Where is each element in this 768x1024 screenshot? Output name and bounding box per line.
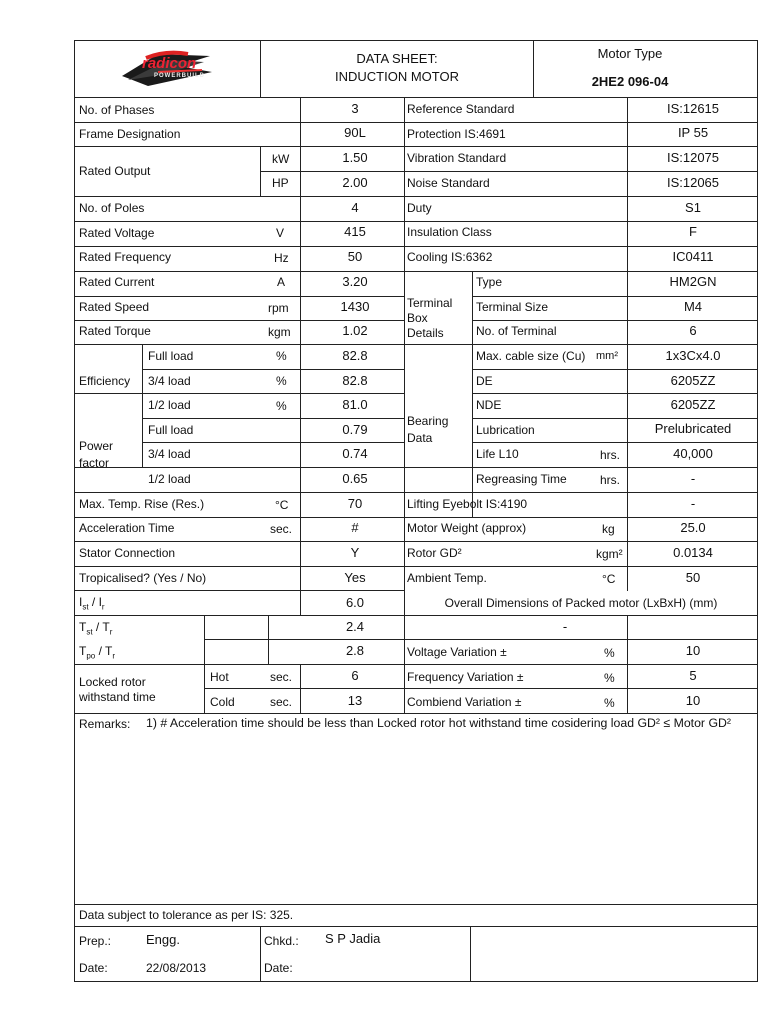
bearing-label: Bearing [407,414,449,428]
dimensions-label: Overall Dimensions of Packed motor (LxBxH) (mm) [444,596,718,610]
power-factor-load: Full load [148,423,194,437]
temp-rise-label: Max. Temp. Rise (Res.) [79,497,205,511]
accel-unit: sec. [270,522,293,536]
lubrication-value: Prelubricated [654,421,732,436]
power-factor-label: Power [79,439,114,453]
efficiency-load: 3/4 load [148,374,191,388]
torque-label: Rated Torque [79,324,151,338]
power-factor-load: 3/4 load [148,447,191,461]
tolerance-note: Data subject to tolerance as per IS: 325. [79,908,294,922]
efficiency-value: 82.8 [342,348,368,363]
frequency-value: 50 [347,249,363,264]
tropical-label: Tropicalised? (Yes / No) [79,571,207,585]
accel-value: # [351,520,359,535]
stator-label: Stator Connection [79,546,176,560]
frequency-variation-label: Frequency Variation ± [407,670,524,684]
locked-rotor-label: withstand time [79,690,156,704]
ref-std-value: IS:12615 [666,101,720,116]
dimensions-value: - [562,619,568,634]
lubrication-label: Lubrication [476,423,535,437]
efficiency-load: Full load [148,349,194,363]
output-label: Rated Output [79,164,151,178]
frame-label: Frame Designation [79,127,181,141]
power-factor-value: 0.65 [342,471,368,486]
accel-label: Acceleration Time [79,521,175,535]
speed-unit: rpm [268,301,289,315]
frequency-variation-value: 5 [689,668,697,683]
terminal-box-label: Details [407,326,444,340]
duty-label: Duty [407,201,432,215]
rotor-gd-unit: kgm² [596,547,623,561]
life-l10-unit: hrs. [600,448,621,462]
life-l10-label: Life L10 [476,447,519,461]
terminal-count-label: No. of Terminal [476,324,557,338]
bearing-nde-value: 6205ZZ [670,397,716,412]
ist-ir-label: $I_{st} / I_r$ [79,595,105,612]
frame-value: 90L [344,125,366,140]
eyebolt-label: Lifting Eyebolt IS:4190 [407,497,528,511]
bearing-label: Data [407,431,433,445]
terminal-type-value: HM2GN [669,274,717,289]
current-label: Rated Current [79,275,155,289]
phases-value: 3 [351,101,359,116]
efficiency-load: 1/2 load [148,398,191,412]
efficiency-unit: % [276,349,287,363]
current-unit: A [277,275,286,289]
tpo-tr-label: $T_{po} / T_r$ [79,644,116,661]
prep-label: Prep.: [79,934,112,948]
locked-rotor-hot-unit: sec. [270,670,293,684]
locked-rotor-cold-unit: sec. [270,695,293,709]
cable-size-unit: mm² [596,350,618,362]
speed-value: 1430 [340,299,370,314]
frequency-label: Rated Frequency [79,250,172,264]
insulation-value: F [689,224,697,239]
locked-rotor-hot-label: Hot [210,670,229,684]
tst-tr-label: $T_{st} / T_r$ [79,620,113,637]
vibration-label: Vibration Standard [407,151,507,165]
terminal-type-label: Type [476,275,503,289]
ref-std-label: Reference Standard [407,102,515,116]
ambient-unit: °C [602,572,616,586]
phases-label: No. of Phases [79,103,155,117]
speed-label: Rated Speed [79,300,150,314]
ambient-label: Ambient Temp. [407,571,487,585]
insulation-label: Insulation Class [407,225,492,239]
poles-label: No. of Poles [79,201,145,215]
stator-value: Y [350,545,360,560]
voltage-value: 415 [344,224,366,239]
output-hp-value: 2.00 [342,175,368,190]
sheet-title-line1: DATA SHEET: [356,51,438,66]
cooling-label: Cooling IS:6362 [407,250,493,264]
checked-date-label: Date: [264,961,293,975]
cable-size-value: 1x3Cx4.0 [665,348,721,363]
efficiency-label: Efficiency [79,374,131,388]
output-kw-value: 1.50 [342,150,368,165]
rotor-gd-value: 0.0134 [673,545,713,560]
terminal-box-label: Terminal [407,296,453,310]
motor-type-value: 2HE2 096-04 [591,74,669,89]
frequency-variation-unit: % [604,671,615,685]
remarks-label: Remarks: [79,717,131,731]
cable-size-label: Max. cable size (Cu) [476,349,586,363]
voltage-variation-value: 10 [685,643,701,658]
terminal-count-value: 6 [689,323,697,338]
combined-variation-label: Combiend Variation ± [407,695,522,709]
remarks-text: 1) # Acceleration time should be less than Locked rotor hot withstand time cosidering load GD² ≤ Motor GD² [146,716,731,730]
ambient-value: 50 [685,570,701,585]
efficiency-value: 81.0 [342,397,368,412]
combined-variation-value: 10 [685,693,701,708]
right-column [74,40,758,982]
output-kw-unit: kW [272,152,290,166]
terminal-box-label: Box [407,311,428,325]
logo-brand-text: radicon [142,55,197,72]
tropical-value: Yes [344,570,366,585]
locked-rotor-cold-label: Cold [210,695,235,709]
eyebolt-value: - [690,496,696,511]
terminal-size-label: Terminal Size [476,300,549,314]
date-value: 22/08/2013 [146,961,207,975]
bearing-nde-label: NDE [476,398,502,412]
power-factor-value: 0.79 [342,422,368,437]
logo-sub-text: POWERBUILD [154,73,205,79]
weight-value: 25.0 [680,520,706,535]
temp-rise-value: 70 [347,496,363,511]
tpo-tr-value: 2.8 [345,643,365,658]
efficiency-unit: % [276,374,287,388]
regreasing-unit: hrs. [600,473,621,487]
temp-rise-unit: °C [275,498,289,512]
output-hp-unit: HP [272,176,289,190]
life-l10-value: 40,000 [673,446,713,461]
voltage-variation-label: Voltage Variation ± [407,645,507,659]
efficiency-value: 82.8 [342,373,368,388]
prep-value: Engg. [146,932,180,947]
noise-label: Noise Standard [407,176,490,190]
protection-label: Protection IS:4691 [407,127,506,141]
locked-rotor-hot-value: 6 [351,668,359,683]
regreasing-label: Regreasing Time [476,472,567,486]
efficiency-unit: % [276,399,287,413]
weight-unit: kg [602,522,615,536]
terminal-size-value: M4 [683,299,703,314]
frequency-unit: Hz [274,251,289,265]
power-factor-load: 1/2 load [148,472,191,486]
poles-value: 4 [351,200,359,215]
checked-label: Chkd.: [264,934,299,948]
vibration-value: IS:12075 [666,150,720,165]
protection-value: IP 55 [677,125,709,140]
bearing-de-label: DE [476,374,493,388]
locked-rotor-cold-value: 13 [347,693,363,708]
voltage-variation-unit: % [604,646,615,660]
tst-tr-value: 2.4 [345,619,365,634]
sheet-title-line2: INDUCTION MOTOR [335,69,459,84]
locked-rotor-label: Locked rotor [79,675,146,689]
noise-value: IS:12065 [666,175,720,190]
torque-value: 1.02 [342,323,368,338]
date-label: Date: [79,961,108,975]
motor-type-label: Motor Type [597,46,663,61]
bearing-de-value: 6205ZZ [670,373,716,388]
current-value: 3.20 [342,274,368,289]
voltage-unit: V [276,226,285,240]
ist-ir-value: 6.0 [345,595,365,610]
power-factor-value: 0.74 [342,446,368,461]
duty-value: S1 [685,200,701,215]
weight-label: Motor Weight (approx) [407,521,527,535]
combined-variation-unit: % [604,696,615,710]
voltage-label: Rated Voltage [79,226,155,240]
regreasing-value: - [690,471,696,486]
rotor-gd-label: Rotor GD² [407,546,462,560]
torque-unit: kgm [268,325,291,339]
checked-value: S P Jadia [325,931,381,946]
power-factor-label: factor [79,456,110,470]
cooling-value: IC0411 [672,249,714,264]
